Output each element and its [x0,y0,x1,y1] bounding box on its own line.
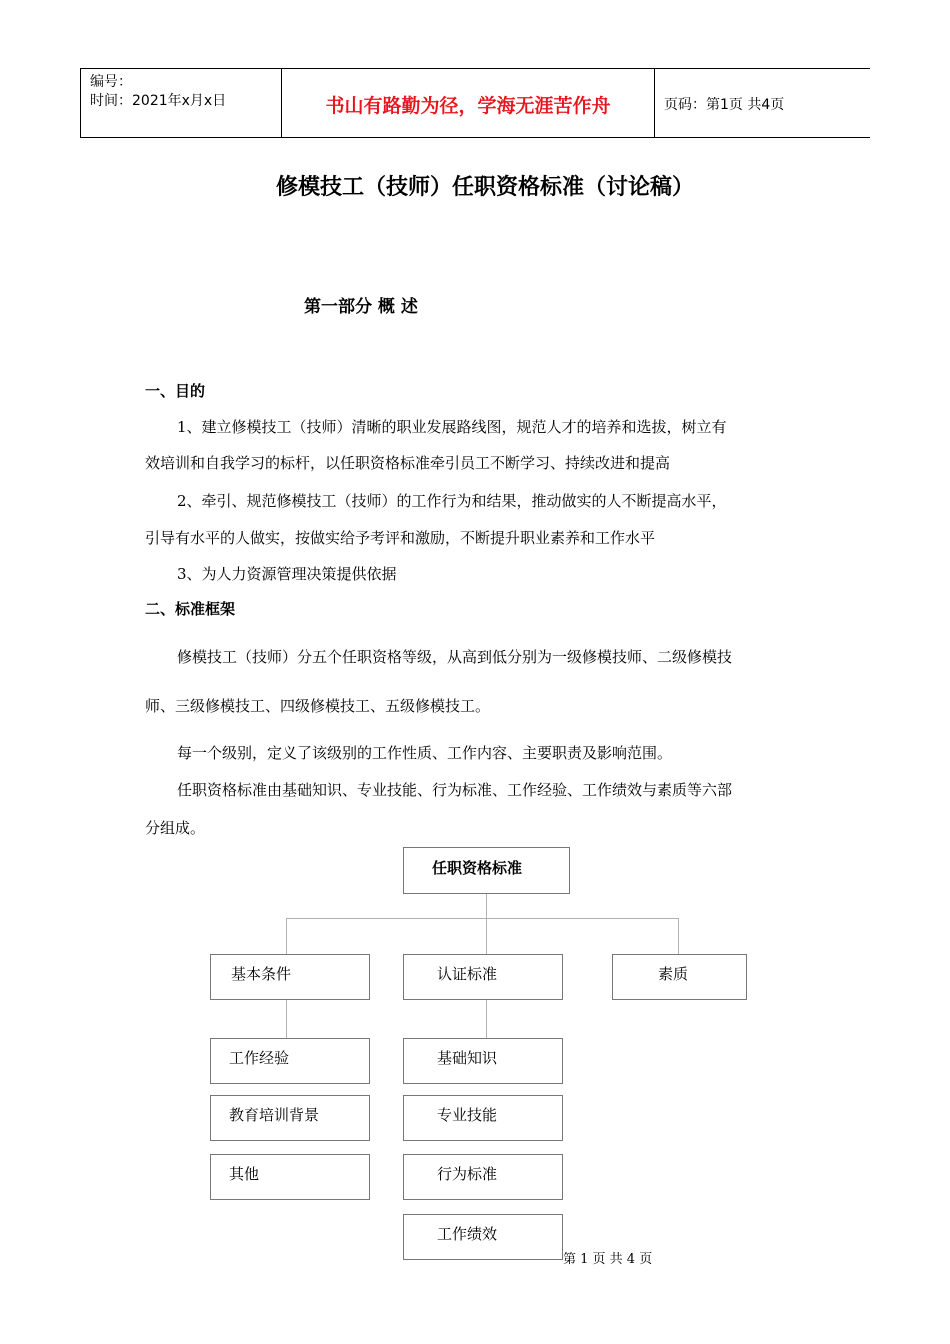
header-motto: 书山有路勤为径，学海无涯苦作舟 [325,95,611,117]
header-divider-2 [654,69,655,137]
paragraph-line: 每一个级别，定义了该级别的工作性质、工作内容、主要职责及影响范围。 [177,744,673,762]
header-page-code: 页码：第1页 共4页 [664,97,785,113]
diagram-cert-label: 认证标准 [437,965,498,983]
diagram-basic-child-label: 教育培训背景 [229,1106,320,1124]
diagram-basic-box [210,954,370,1000]
paragraph-line: 修模技工（技师）分五个任职资格等级，从高到低分别为一级修模技师、二级修模技 [177,648,733,666]
paragraph-line: 师、三级修模技工、四级修模技工、五级修模技工。 [145,697,491,715]
diagram-cert-child-label: 专业技能 [437,1106,498,1124]
paragraph-line: 分组成。 [145,819,206,837]
diagram-basic-child-box [210,1038,370,1084]
paragraph-line: 引导有水平的人做实，按做实给予考评和激励，不断提升职业素养和工作水平 [145,529,656,547]
serial-label: 编号： [90,74,132,90]
diagram-basic-child-box [210,1095,370,1141]
section-2-heading: 二、标准框架 [145,600,236,618]
diagram-basic-child-box [210,1154,370,1200]
time-label: 时间：2021年x月x日 [90,93,227,109]
paragraph-line: 1、建立修模技工（技师）清晰的职业发展路线图，规范人才的培养和选拔，树立有 [177,418,727,436]
connector-quality [678,918,679,954]
diagram-quality-label: 素质 [658,965,689,983]
diagram-cert-child-label: 行为标准 [437,1165,498,1183]
diagram-basic-label: 基本条件 [231,965,292,983]
connector-basic [286,918,287,954]
diagram-basic-child-label: 其他 [229,1165,260,1183]
connector-root-down [486,893,487,919]
section-1-heading: 一、目的 [145,382,206,400]
connector-basic-children [286,999,287,1039]
header-border-left [80,69,81,137]
page-footer: 第 1 页 共 4 页 [563,1252,653,1267]
connector-horizontal [286,918,679,919]
diagram-quality-box [612,954,747,1000]
diagram-root-box [403,847,570,894]
diagram-cert-child-box [403,1214,563,1260]
header-meta [90,73,226,111]
diagram-cert-box [403,954,563,1000]
diagram-cert-child-box [403,1038,563,1084]
diagram-cert-child-box [403,1154,563,1200]
paragraph-line: 任职资格标准由基础知识、专业技能、行为标准、工作经验、工作绩效与素质等六部 [177,781,733,799]
document-title: 修模技工（技师）任职资格标准（讨论稿） [275,175,694,200]
diagram-root-label: 任职资格标准 [432,859,523,877]
paragraph-line: 2、牵引、规范修模技工（技师）的工作行为和结果，推动做实的人不断提高水平， [177,492,727,510]
connector-cert-children [486,999,487,1039]
diagram-cert-child-label: 基础知识 [437,1049,498,1067]
diagram-cert-child-box [403,1095,563,1141]
document-header [80,68,870,138]
connector-cert [486,918,487,954]
diagram-basic-child-label: 工作经验 [229,1049,290,1067]
paragraph-line: 效培训和自我学习的标杆，以任职资格标准牵引员工不断学习、持续改进和提高 [145,454,671,472]
diagram-cert-child-label: 工作绩效 [437,1225,498,1243]
part-title: 第一部分 概 述 [304,297,418,317]
paragraph-line: 3、为人力资源管理决策提供依据 [177,565,397,583]
